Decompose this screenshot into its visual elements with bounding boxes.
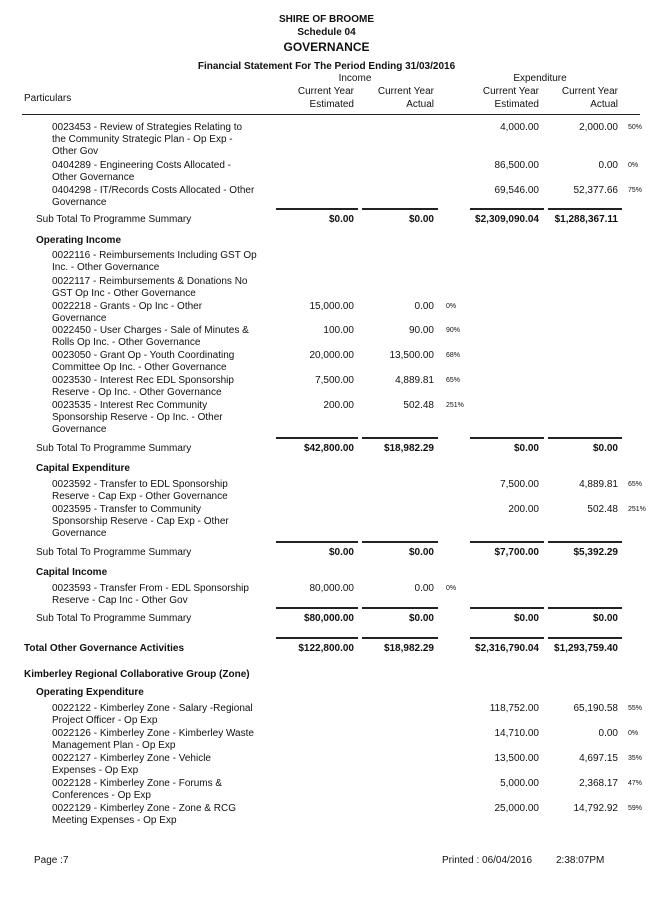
percent-ep: 35%	[628, 755, 643, 762]
header-divider	[22, 114, 640, 115]
row-description: 0023453 - Review of Strategies Relating to the Community Strategic Plan - Op Exp - Other Gov	[52, 122, 243, 157]
row-description: 0023530 - Interest Rec EDL Sponsorship Reserve - Op Inc. - Other Governance	[52, 375, 234, 398]
subtotal-ia: $0.00	[408, 613, 434, 624]
amount-ee: 86,500.00	[494, 160, 539, 171]
subtotal-rule	[470, 607, 544, 609]
printed-time: 2:38:07PM	[556, 855, 605, 866]
amount-ia: 0.00	[414, 301, 434, 312]
printed-date: Printed : 06/04/2016	[442, 855, 533, 866]
group-heading: Capital Income	[36, 567, 108, 578]
subtotal-rule	[548, 607, 622, 609]
subtotal-ee: $2,316,790.04	[475, 643, 539, 654]
expenditure-estimated-header-2: Estimated	[494, 99, 539, 110]
amount-ee: 5,000.00	[500, 778, 539, 789]
subtotal-rule	[470, 437, 544, 439]
subtotal-ia: $18,982.29	[383, 443, 434, 454]
percent-ip: 0%	[446, 303, 457, 310]
subtotal-rule	[470, 541, 544, 543]
subtotal-label: Sub Total To Programme Summary	[36, 613, 192, 624]
subtotal-ie: $42,800.00	[303, 443, 354, 454]
amount-ea: 52,377.66	[573, 185, 618, 196]
income-actual-header-1: Current Year	[377, 86, 434, 97]
subtotal-rule	[362, 637, 438, 639]
row-description: 0023593 - Transfer From - EDL Sponsorship Reserve - Cap Inc - Other Gov	[52, 583, 249, 606]
row-description: 0023595 - Transfer to Community Sponsorship Reserve - Cap Exp - Other Governance	[52, 504, 229, 539]
subtotal-rule	[276, 607, 358, 609]
subtotal-ea: $1,288,367.11	[554, 214, 618, 225]
percent-ep: 50%	[628, 124, 643, 131]
amount-ea: 2,368.17	[579, 778, 618, 789]
amount-ee: 4,000.00	[500, 122, 539, 133]
amount-ea: 65,190.58	[573, 703, 618, 714]
schedule-label: Schedule 04	[297, 27, 356, 38]
row-description: 0022129 - Kimberley Zone - Zone & RCG Meeting Expenses - Op Exp	[52, 803, 236, 826]
subtotal-rule	[470, 637, 544, 639]
subtotal-ia: $0.00	[408, 214, 434, 225]
subtotal-label: Sub Total To Programme Summary	[36, 547, 192, 558]
subtotal-ee: $2,309,090.04	[475, 214, 539, 225]
subtotal-rule	[548, 541, 622, 543]
row-description: 0022218 - Grants - Op Inc - Other Governance	[52, 301, 203, 324]
row-description: 0022128 - Kimberley Zone - Forums & Conferences - Op Exp	[52, 778, 223, 801]
row-description: 0022122 - Kimberley Zone - Salary -Regional Project Officer - Op Exp	[52, 703, 253, 726]
amount-ea: 0.00	[598, 160, 618, 171]
percent-ip: 90%	[446, 327, 461, 334]
total-label: Total Other Governance Activities	[24, 643, 185, 654]
subtotal-rule	[548, 208, 622, 210]
amount-ie: 20,000.00	[309, 350, 354, 361]
percent-ep: 47%	[628, 780, 643, 787]
percent-ep: 75%	[628, 187, 643, 194]
row-description: 0022116 - Reimbursements Including GST Op Inc. - Other Governance	[52, 250, 257, 273]
amount-ee: 118,752.00	[489, 703, 539, 714]
subtotal-ea: $5,392.29	[573, 547, 618, 558]
subtotal-ee: $0.00	[513, 443, 539, 454]
percent-ep: 0%	[628, 162, 639, 169]
amount-ie: 100.00	[323, 325, 354, 336]
percent-ep: 59%	[628, 805, 643, 812]
percent-ip: 65%	[446, 377, 461, 384]
amount-ea: 4,889.81	[579, 479, 618, 490]
group-heading: Operating Income	[36, 235, 122, 246]
row-description: 0022127 - Kimberley Zone - Vehicle Expenses - Op Exp	[52, 753, 211, 776]
row-description: 0022450 - User Charges - Sale of Minutes & Rolls Op Inc. - Other Governance	[52, 325, 249, 348]
amount-ie: 15,000.00	[309, 301, 354, 312]
subtotal-ie: $0.00	[328, 547, 354, 558]
group-heading: Operating Expenditure	[36, 687, 144, 698]
row-description: 0022126 - Kimberley Zone - Kimberley Waste Management Plan - Op Exp	[52, 728, 254, 751]
percent-ip: 68%	[446, 352, 461, 359]
amount-ee: 200.00	[508, 504, 539, 515]
subtotal-rule	[276, 437, 358, 439]
subtotal-rule	[276, 637, 358, 639]
subtotal-ie: $0.00	[328, 214, 354, 225]
percent-ip: 251%	[446, 402, 464, 409]
amount-ea: 14,792.92	[573, 803, 618, 814]
amount-ea: 4,697.15	[579, 753, 618, 764]
subtotal-ea: $1,293,759.40	[554, 643, 618, 654]
subtotal-rule	[276, 208, 358, 210]
statement-title: Financial Statement For The Period Ending 31/03/2016	[197, 61, 456, 72]
section-heading: Kimberley Regional Collaborative Group (Zone)	[24, 669, 250, 680]
amount-ia: 90.00	[408, 325, 434, 336]
row-description: 0404289 - Engineering Costs Allocated - Other Governance	[52, 160, 232, 183]
amount-ie: 7,500.00	[315, 375, 354, 386]
income-estimated-header-2: Estimated	[309, 99, 354, 110]
subtotal-ie: $80,000.00	[303, 613, 354, 624]
expenditure-estimated-header-1: Current Year	[482, 86, 539, 97]
subtotal-ea: $0.00	[592, 443, 618, 454]
subtotal-rule	[470, 208, 544, 210]
amount-ie: 200.00	[323, 400, 354, 411]
amount-ea: 2,000.00	[579, 122, 618, 133]
percent-ip: 0%	[446, 585, 457, 592]
group-heading: Capital Expenditure	[36, 463, 130, 474]
subtotal-label: Sub Total To Programme Summary	[36, 443, 192, 454]
percent-ep: 0%	[628, 730, 639, 737]
income-estimated-header-1: Current Year	[297, 86, 354, 97]
row-description: 0022117 - Reimbursements & Donations No GST Op Inc - Other Governance	[52, 276, 248, 299]
subtotal-ee: $0.00	[513, 613, 539, 624]
amount-ea: 502.48	[587, 504, 618, 515]
particulars-header: Particulars	[24, 93, 72, 104]
page-title: GOVERNANCE	[283, 40, 370, 54]
amount-ee: 25,000.00	[494, 803, 539, 814]
row-description: 0023592 - Transfer to EDL Sponsorship Reserve - Cap Exp - Other Governance	[52, 479, 228, 502]
page-number: Page :7	[34, 855, 69, 866]
subtotal-rule	[548, 437, 622, 439]
subtotal-ie: $122,800.00	[298, 643, 354, 654]
percent-ep: 65%	[628, 481, 643, 488]
percent-ep: 251%	[628, 506, 646, 513]
subtotal-rule	[362, 208, 438, 210]
expenditure-group-header: Expenditure	[513, 73, 567, 84]
subtotal-ee: $7,700.00	[494, 547, 539, 558]
subtotal-label: Sub Total To Programme Summary	[36, 214, 192, 225]
amount-ea: 0.00	[598, 728, 618, 739]
subtotal-rule	[362, 437, 438, 439]
amount-ia: 4,889.81	[395, 375, 434, 386]
income-actual-header-2: Actual	[406, 99, 434, 110]
subtotal-ea: $0.00	[592, 613, 618, 624]
amount-ee: 14,710.00	[494, 728, 539, 739]
subtotal-rule	[362, 607, 438, 609]
amount-ia: 502.48	[403, 400, 434, 411]
amount-ia: 13,500.00	[389, 350, 434, 361]
row-description: 0404298 - IT/Records Costs Allocated - Other Governance	[52, 185, 255, 208]
income-group-header: Income	[338, 73, 372, 84]
expenditure-actual-header-2: Actual	[590, 99, 618, 110]
subtotal-ia: $18,982.29	[383, 643, 434, 654]
amount-ee: 13,500.00	[494, 753, 539, 764]
subtotal-rule	[362, 541, 438, 543]
row-description: 0023050 - Grant Op - Youth Coordinating Committee Op Inc. - Other Governance	[52, 350, 235, 373]
amount-ee: 69,546.00	[494, 185, 539, 196]
amount-ie: 80,000.00	[309, 583, 354, 594]
row-description: 0023535 - Interest Rec Community Sponsorship Reserve - Op Inc. - Other Governance	[52, 400, 223, 435]
subtotal-rule	[548, 637, 622, 639]
expenditure-actual-header-1: Current Year	[561, 86, 618, 97]
amount-ee: 7,500.00	[500, 479, 539, 490]
subtotal-ia: $0.00	[408, 547, 434, 558]
subtotal-rule	[276, 541, 358, 543]
org-name: SHIRE OF BROOME	[278, 14, 374, 25]
amount-ia: 0.00	[414, 583, 434, 594]
percent-ep: 55%	[628, 705, 643, 712]
